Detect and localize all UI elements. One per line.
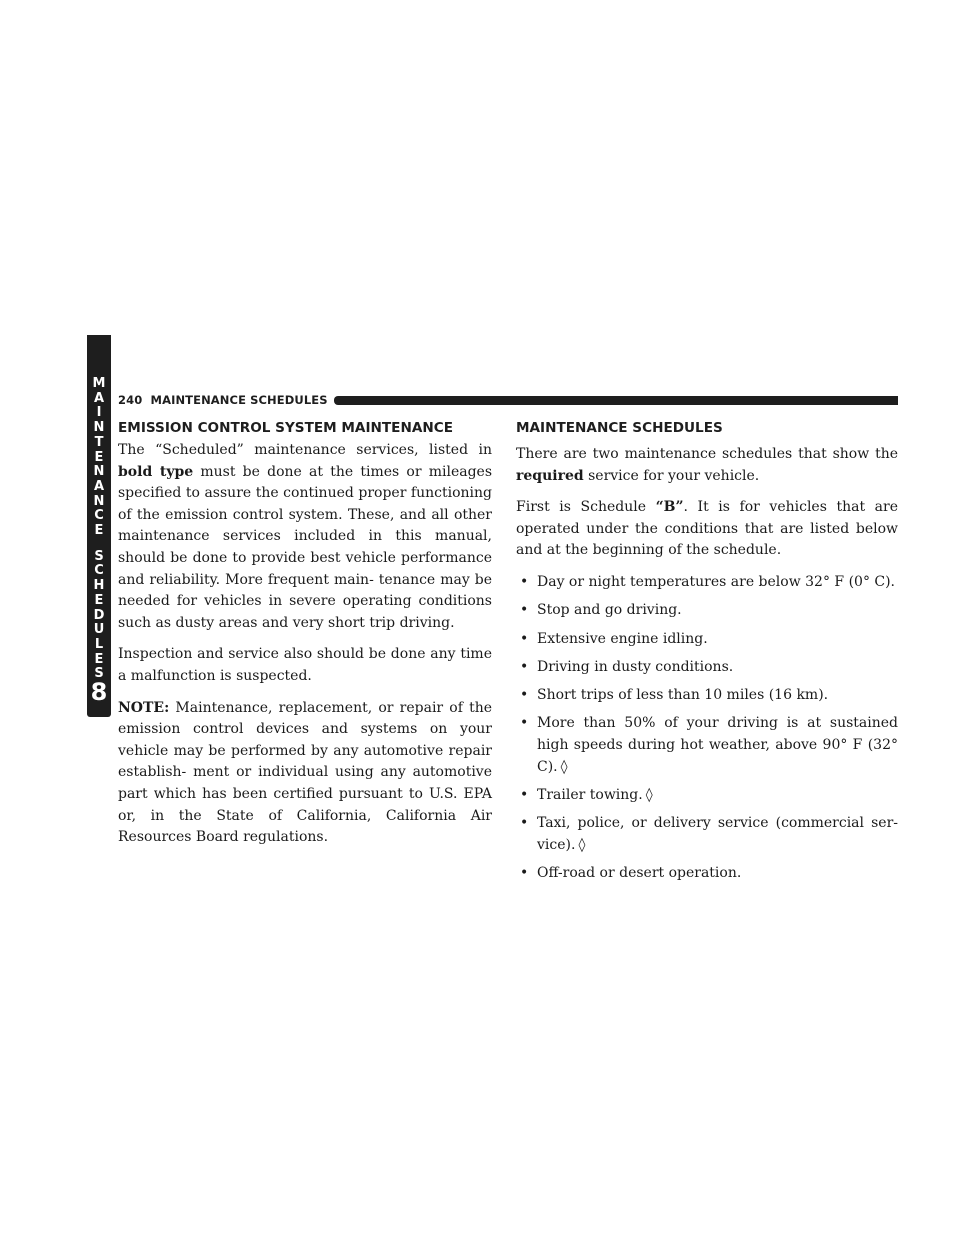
running-head-rule bbox=[334, 396, 898, 405]
side-tab-letter: E bbox=[94, 523, 104, 539]
chapter-number: 8 bbox=[90, 678, 108, 706]
list-item-text: Driving in dusty conditions. bbox=[537, 658, 734, 675]
bold-text: required bbox=[516, 467, 584, 484]
bullet-icon: • bbox=[520, 786, 529, 803]
bullet-icon: • bbox=[520, 715, 529, 732]
bullet-icon: • bbox=[520, 815, 529, 832]
side-tab-letter: N bbox=[93, 493, 105, 509]
list-item-text: Extensive engine idling. bbox=[537, 630, 708, 647]
running-head-text bbox=[118, 393, 328, 407]
bullet-icon: • bbox=[520, 865, 529, 881]
list-item bbox=[516, 629, 898, 651]
side-tab-letter: N bbox=[93, 464, 105, 480]
list-item-text: Short trips of less than 10 miles (16 km). bbox=[537, 687, 829, 704]
section-heading-schedules: MAINTENANCE SCHEDULES bbox=[516, 420, 723, 436]
list-item bbox=[516, 713, 898, 778]
bold-text: bold type bbox=[118, 463, 194, 480]
side-tab-letter: C bbox=[94, 563, 104, 579]
side-tab-letter: E bbox=[94, 651, 104, 667]
side-tab-letter: S bbox=[94, 548, 104, 564]
list-item-text: Taxi, police, or delivery service (commercial ser- vice). bbox=[537, 815, 898, 853]
bullet-icon: • bbox=[520, 602, 529, 619]
side-tab-letter: I bbox=[96, 405, 102, 421]
side-tab-letter: C bbox=[94, 508, 104, 524]
list-item bbox=[516, 600, 898, 622]
list-item bbox=[516, 785, 898, 807]
chapter-side-tab bbox=[87, 335, 111, 717]
side-tab-letter: E bbox=[94, 449, 104, 465]
side-tab-letter: M bbox=[92, 376, 106, 391]
list-item bbox=[516, 685, 898, 707]
list-item-text: Stop and go driving. bbox=[537, 602, 682, 619]
page-number: 240 bbox=[118, 393, 143, 407]
list-item-text: Off-road or desert operation. bbox=[537, 865, 742, 881]
side-tab-letters bbox=[87, 377, 111, 682]
list-item bbox=[516, 572, 898, 594]
running-head-title: MAINTENANCE SCHEDULES bbox=[150, 393, 328, 407]
bullet-icon: • bbox=[520, 630, 529, 647]
side-tab-letter: T bbox=[94, 434, 104, 450]
side-tab-letter: A bbox=[93, 390, 105, 406]
diamond-icon: ◊ bbox=[560, 758, 568, 775]
side-tab-letter: L bbox=[94, 636, 104, 652]
bullet-icon: • bbox=[520, 658, 529, 675]
list-item bbox=[516, 813, 898, 856]
list-item bbox=[516, 657, 898, 679]
list-item-text: Trailer towing. bbox=[537, 786, 643, 803]
list-item bbox=[516, 863, 898, 885]
text-run: . It is for vehicles that are operated under the conditions that are listed below and at the beginning of the schedule. bbox=[516, 499, 898, 559]
text-run: There are two maintenance schedules that show the bbox=[516, 446, 898, 462]
text-run: First is Schedule bbox=[516, 499, 656, 516]
section-heading-emission: EMISSION CONTROL SYSTEM MAINTENANCE bbox=[118, 420, 453, 436]
side-tab-letter: A bbox=[93, 478, 105, 494]
note-text: Maintenance, replacement, or repair of the emission control devices and systems on your vehicle may be performed by any automotive repair establish- ment or individual using any automotive part which has been certified pursuant to U.S. EPA or, in the State of California, California Air Resources Board regulations. bbox=[118, 699, 492, 846]
text-run: must be done at the times or mileages specified to assure the continued proper functioning of the emission control system. These, and all other maintenance services included in this manual, should be done to provide best vehicle performance and reliability. More frequent main- tenance may be needed for vehicles in severe operating conditions such as dusty areas and very short trip driving. bbox=[118, 463, 493, 631]
paragraph-schedule-b bbox=[516, 497, 898, 562]
text-run: service for your vehicle. bbox=[583, 467, 760, 484]
side-tab-letter: D bbox=[93, 607, 105, 623]
paragraph-scheduled-services bbox=[118, 440, 492, 634]
bullet-icon: • bbox=[520, 687, 529, 704]
left-column bbox=[118, 420, 492, 859]
paragraph-two-schedules bbox=[516, 444, 898, 487]
side-tab-letter: U bbox=[93, 622, 105, 638]
note-label: NOTE: bbox=[118, 699, 170, 716]
diamond-icon: ◊ bbox=[578, 836, 586, 853]
right-column bbox=[516, 420, 898, 891]
bold-text: “B” bbox=[655, 499, 684, 516]
bullet-icon: • bbox=[520, 573, 529, 590]
list-item-text: Day or night temperatures are below 32° F (0° C). bbox=[537, 573, 896, 590]
side-tab-letter: H bbox=[93, 578, 105, 594]
side-tab-letter: S bbox=[94, 666, 104, 682]
text-run: The “Scheduled” maintenance services, listed in bbox=[118, 442, 492, 458]
side-tab-letter: E bbox=[94, 592, 104, 608]
diamond-icon: ◊ bbox=[645, 786, 653, 803]
paragraph-note bbox=[118, 698, 492, 849]
paragraph-inspection: Inspection and service also should be done any time a malfunction is suspected. bbox=[118, 646, 492, 684]
conditions-list bbox=[516, 572, 898, 885]
running-head bbox=[118, 392, 898, 408]
list-item-text: More than 50% of your driving is at sustained high speeds during hot weather, above 90° F (32° C). bbox=[537, 715, 898, 775]
side-tab-letter: N bbox=[93, 420, 105, 436]
